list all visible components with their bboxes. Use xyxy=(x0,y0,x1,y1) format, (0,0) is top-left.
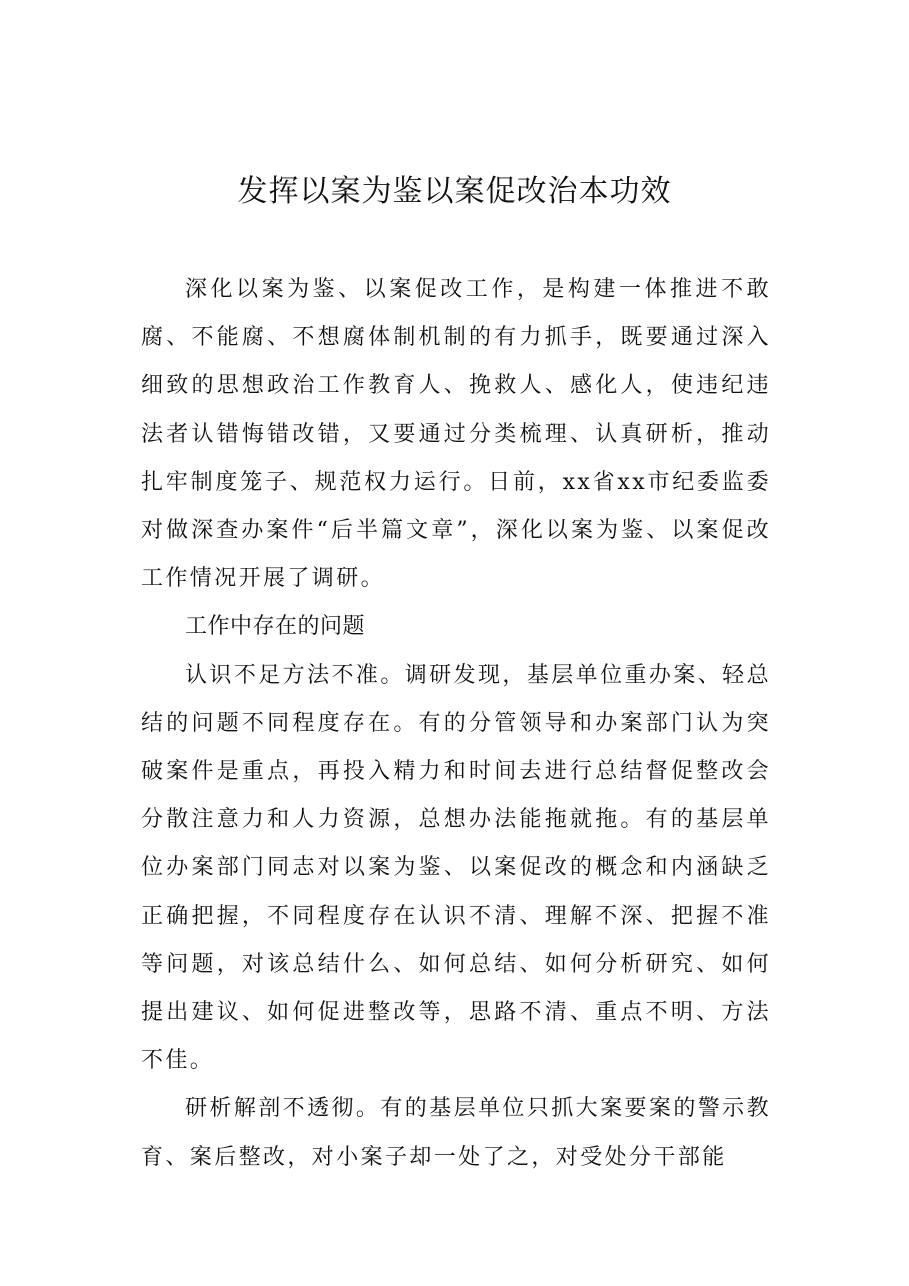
intro-paragraph: 深化以案为鉴、以案促改工作，是构建一体推进不敢腐、不能腐、不想腐体制机制的有力抓手，既要通过深入细致的思想政治工作教育人、挽救人、感化人，使违纪违法者认错悔错改错，又要通过分类梳理、认真研析，推动扎牢制度笼子、规范权力运行。日前，xx省xx市纪委监委对做深查办案件“后半篇文章”，深化以案为鉴、以案促改工作情况开展了调研。 xyxy=(141,277,771,592)
section-paragraph-1: 认识不足方法不准。调研发现，基层单位重办案、轻总结的问题不同程度存在。有的分管领导和办案部门认为突破案件是重点，再投入精力和时间去进行总结督促整改会分散注意力和人力资源，总想办法能拖就拖。有的基层单位办案部门同志对以案为鉴、以案促改的概念和内涵缺乏正确把握，不同程度存在认识不清、理解不深、把握不准等问题，对该总结什么、如何总结、如何分析研究、如何提出建议、如何促进整改等，思路不清、重点不明、方法不佳。 xyxy=(141,662,771,1074)
section-paragraph-2: 研析解剖不透彻。有的基层单位只抓大案要案的警示教育、案后整改，对小案子却一处了之，对受处分干部能 xyxy=(141,1096,771,1170)
document-title: 发挥以案为鉴以案促改治本功效 xyxy=(237,174,672,209)
document-body xyxy=(141,266,771,1182)
section-heading: 工作中存在的问题 xyxy=(185,614,366,640)
